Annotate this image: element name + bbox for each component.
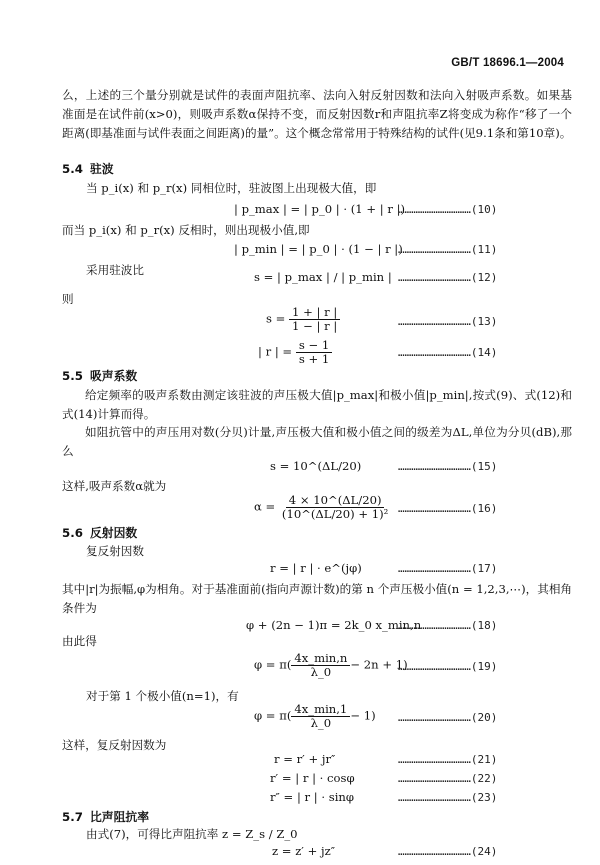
equation-number: ……………………………(13) — [398, 315, 498, 328]
intro-paragraph: 么，上述的三个量分别就是试件的表面声阻抗率、法向入射反射因数和法向入射吸声系数。如果基准面是在试件前(x>0)，则吸声系数α保持不变，而反射因数r和声阻抗率Z将变成为称作“移了一个距离(即基准面与试件表面之间距离)的量”。这个概念常常用于特殊结构的试件(见9.1条和第10章)。 — [62, 88, 572, 140]
equation-24: z = z′ + jz″ — [272, 844, 336, 858]
fraction: $\frac{4x\_\min,1}{\lambda\_0}$ — [291, 703, 350, 730]
text-line: 这样，复反射因数为 — [62, 738, 167, 752]
equation-16: α = $\frac{4 \times 10\^{}(\Delta L/20)}{\text{(10\textasciicircum{}(ΔL/20) + 1)²}}$ — [254, 494, 391, 521]
equation-number: ……………………………(14) — [398, 346, 498, 359]
equation-number: ……………………………(16) — [398, 502, 498, 515]
section-title: 吸声系数 — [90, 369, 138, 383]
fraction: $\frac{1 + | r |}{1 - | r |}$ — [289, 306, 340, 333]
paragraph: 给定频率的吸声系数由测定该驻波的声压极大值|p_max|和极小值|p_min|,按式(9)、式(12)和式(14)计算而得。 — [62, 388, 572, 421]
standard-number: GB/T 18696.1—2004 — [451, 57, 564, 69]
section-title: 反射因数 — [90, 526, 138, 540]
section-heading-5-4 — [62, 160, 114, 177]
section-heading-5-6 — [62, 524, 137, 541]
equation-18: φ + (2n − 1)π = 2k_0 x_min,n — [246, 618, 422, 632]
text-line: 则 — [62, 292, 74, 306]
equation-23: r″ = | r | · sinφ — [270, 790, 354, 804]
paragraph: 其中|r|为振幅,φ为相角。对于基准面前(指向声源计数)的第 n 个声压极小值(n = 1,2,3,⋯)，其相角条件为 — [62, 582, 573, 615]
equation-number: ……………………………(17) — [398, 562, 498, 575]
equation-12: s = | p_max | / | p_min | — [254, 270, 392, 284]
equation-15: s = 10^(ΔL/20) — [270, 459, 362, 473]
equation-19: φ = π( $\frac{4x\_\min,n}{\lambda\_0}$ − 2n + 1) — [254, 651, 408, 679]
equation-number: ……………………………(23) — [398, 791, 498, 804]
equation-13: s = $\frac{1 + | r |}{1 - | r |}$ — [266, 306, 340, 333]
text-line: 由此得 — [62, 634, 97, 648]
text-line: 对于第 1 个极小值(n=1)，有 — [86, 689, 239, 703]
equation-number: ……………………………(10) — [398, 203, 498, 216]
equation-20: φ = π( $\frac{4x\_\min,1}{\lambda\_0}$ − 1) — [254, 702, 376, 730]
section-number: 5.7 — [62, 810, 83, 824]
section-title: 驻波 — [90, 162, 114, 176]
equation-number: ……………………………(19) — [398, 660, 498, 673]
equation-10: | p_max | = | p_0 | · (1 + | r |) — [234, 202, 405, 216]
fraction: $\frac{4x\_\min,n}{\lambda\_0}$ — [291, 652, 350, 679]
equation-number: ……………………………(24) — [398, 845, 498, 858]
text-line: 采用驻波比 — [86, 263, 144, 277]
text-line: 当 p_i(x) 和 p_r(x) 同相位时，驻波图上出现极大值，即 — [86, 181, 377, 195]
equation-21: r = r′ + jr″ — [274, 752, 336, 766]
fraction: $\frac{s - 1}{s + 1}$ — [296, 339, 332, 366]
equation-number: ……………………………(20) — [398, 711, 498, 724]
equation-number: ……………………………(11) — [398, 243, 498, 256]
equation-22: r′ = | r | · cosφ — [270, 771, 355, 785]
equation-17: r = | r | · e^(jφ) — [270, 561, 362, 575]
section-title: 比声阻抗率 — [90, 810, 149, 824]
equation-number: ……………………………(12) — [398, 271, 498, 284]
equation-number: ……………………………(21) — [398, 753, 498, 766]
section-number: 5.5 — [62, 369, 83, 383]
paragraph: 如阻抗管中的声压用对数(分贝)计量,声压极大值和极小值之间的级差为ΔL,单位为分贝(dB),那么 — [62, 425, 572, 458]
text-line: 这样,吸声系数α就为 — [62, 479, 167, 493]
text-line: 而当 p_i(x) 和 p_r(x) 反相时，则出现极小值,即 — [62, 223, 310, 237]
text-line: 由式(7)，可得比声阻抗率 z = Z_s / Z_0 — [86, 827, 298, 841]
equation-11: | p_min | = | p_0 | · (1 − | r |) — [234, 242, 403, 256]
equation-14: | r | = $\frac{s - 1}{s + 1}$ — [258, 339, 332, 366]
section-number: 5.4 — [62, 162, 83, 176]
equation-number: ……………………………(22) — [398, 772, 498, 785]
equation-number: ……………………………(18) — [398, 619, 498, 632]
section-number: 5.6 — [62, 526, 83, 540]
text-line: 复反射因数 — [86, 544, 144, 558]
section-heading-5-7 — [62, 808, 149, 825]
fraction: $\frac{4 \times 10\^{}(\Delta L/20)}{\text{(10\textasciicircum{}(ΔL/20) + 1)²}}$ — [281, 493, 389, 521]
section-heading-5-5 — [62, 367, 137, 384]
equation-number: ……………………………(15) — [398, 460, 498, 473]
